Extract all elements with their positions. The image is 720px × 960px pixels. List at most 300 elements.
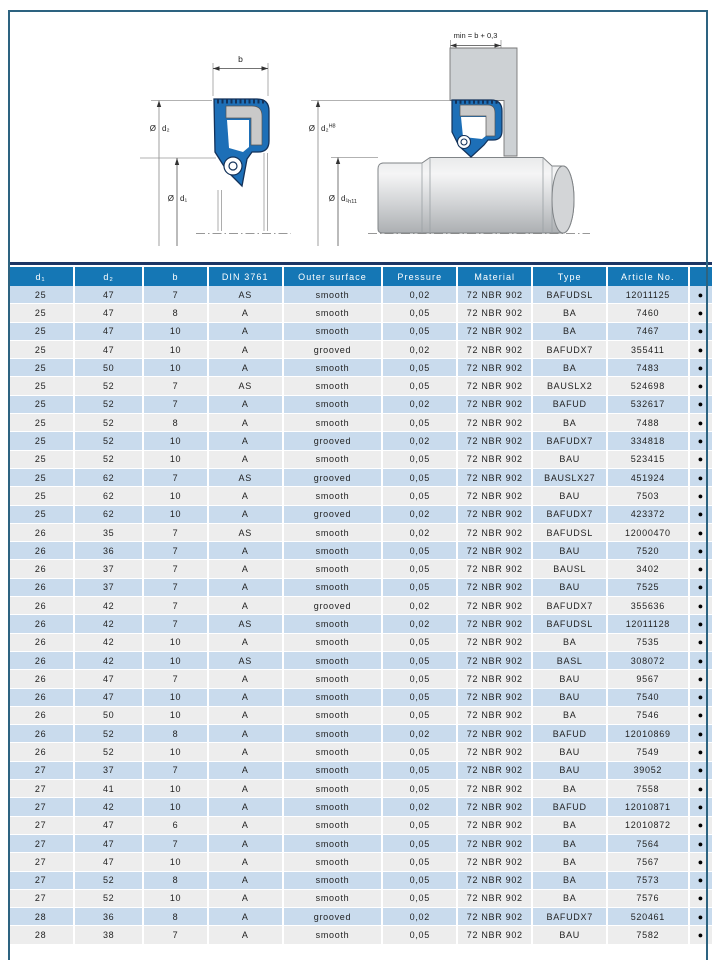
cell-d1: 26: [8, 523, 74, 541]
cell-d1: 26: [8, 725, 74, 743]
cell-d2: 41: [74, 780, 143, 798]
table-header-row: [8, 267, 712, 286]
cell-material: 72 NBR 902: [457, 505, 532, 523]
cell-material: 72 NBR 902: [457, 633, 532, 651]
cell-outer-surface: smooth: [283, 743, 383, 761]
cell-outer-surface: smooth: [283, 615, 383, 633]
cell-b: 7: [143, 560, 208, 578]
cell-material: 72 NBR 902: [457, 670, 532, 688]
cell-din-3761: A: [208, 688, 283, 706]
cell-outer-surface: smooth: [283, 487, 383, 505]
cell-b: 7: [143, 597, 208, 615]
cell-type: BAFUDSL: [532, 286, 607, 304]
table-row: [8, 834, 712, 852]
cell-din-3761: A: [208, 816, 283, 834]
table-row: [8, 322, 712, 340]
cell-d1: 27: [8, 798, 74, 816]
cell-article-no: 520461: [607, 908, 689, 926]
cell-pressure: 0,05: [382, 322, 457, 340]
arrowhead-icon: [175, 158, 179, 165]
cell-outer-surface: smooth: [283, 670, 383, 688]
cell-d1: 25: [8, 359, 74, 377]
cell-d1: 28: [8, 926, 74, 944]
cell-pressure: 0,05: [382, 450, 457, 468]
table-row: [8, 725, 712, 743]
cell-b: 10: [143, 450, 208, 468]
cell-outer-surface: smooth: [283, 725, 383, 743]
cell-material: 72 NBR 902: [457, 414, 532, 432]
cell-type: BAFUD: [532, 725, 607, 743]
cell-type: BAFUD: [532, 798, 607, 816]
cell-type: BAU: [532, 487, 607, 505]
availability-dot: ●: [689, 395, 712, 413]
cell-din-3761: A: [208, 414, 283, 432]
cell-outer-surface: smooth: [283, 560, 383, 578]
cell-outer-surface: smooth: [283, 816, 383, 834]
cell-material: 72 NBR 902: [457, 322, 532, 340]
table-row: [8, 670, 712, 688]
cell-article-no: 7549: [607, 743, 689, 761]
column-header-pressure: Pressure: [382, 267, 457, 286]
cell-pressure: 0,05: [382, 780, 457, 798]
column-header-article-no: Article No.: [607, 267, 689, 286]
cell-type: BA: [532, 414, 607, 432]
cell-d2: 37: [74, 761, 143, 779]
cell-pressure: 0,02: [382, 615, 457, 633]
cell-pressure: 0,05: [382, 853, 457, 871]
availability-dot: ●: [689, 597, 712, 615]
cell-d1: 27: [8, 761, 74, 779]
cell-din-3761: A: [208, 889, 283, 907]
table-row: [8, 523, 712, 541]
cell-d2: 62: [74, 468, 143, 486]
cell-din-3761: A: [208, 340, 283, 358]
table-header: [8, 267, 712, 286]
cell-material: 72 NBR 902: [457, 871, 532, 889]
cell-b: 7: [143, 578, 208, 596]
cell-pressure: 0,05: [382, 651, 457, 669]
arrowhead-icon: [316, 101, 320, 108]
cell-article-no: 12000470: [607, 523, 689, 541]
cell-pressure: 0,05: [382, 468, 457, 486]
cell-pressure: 0,05: [382, 834, 457, 852]
cell-pressure: 0,05: [382, 706, 457, 724]
table-row: [8, 286, 712, 304]
cell-article-no: 9567: [607, 670, 689, 688]
cell-type: BA: [532, 359, 607, 377]
cell-pressure: 0,05: [382, 816, 457, 834]
cell-outer-surface: smooth: [283, 359, 383, 377]
availability-dot: ●: [689, 834, 712, 852]
cell-b: 7: [143, 468, 208, 486]
cell-d1: 25: [8, 487, 74, 505]
cell-material: 72 NBR 902: [457, 487, 532, 505]
seal-installed-diagram: [309, 31, 590, 246]
cell-type: BA: [532, 706, 607, 724]
availability-dot: ●: [689, 468, 712, 486]
cell-pressure: 0,05: [382, 304, 457, 322]
availability-dot: ●: [689, 450, 712, 468]
cell-b: 10: [143, 798, 208, 816]
cell-pressure: 0,02: [382, 597, 457, 615]
cell-d2: 47: [74, 304, 143, 322]
cell-d2: 62: [74, 487, 143, 505]
cell-material: 72 NBR 902: [457, 651, 532, 669]
cell-outer-surface: smooth: [283, 688, 383, 706]
cell-b: 8: [143, 871, 208, 889]
specification-table-section: [8, 262, 712, 945]
table-top-bar: [8, 262, 712, 265]
cell-article-no: 3402: [607, 560, 689, 578]
availability-dot: ●: [689, 908, 712, 926]
cell-din-3761: A: [208, 505, 283, 523]
cell-din-3761: A: [208, 706, 283, 724]
availability-dot: ●: [689, 542, 712, 560]
cell-type: BAFUDX7: [532, 432, 607, 450]
cell-outer-surface: smooth: [283, 578, 383, 596]
cell-outer-surface: smooth: [283, 761, 383, 779]
cell-b: 7: [143, 377, 208, 395]
cell-type: BAU: [532, 578, 607, 596]
table-row: [8, 688, 712, 706]
cell-d2: 42: [74, 615, 143, 633]
cell-outer-surface: grooved: [283, 505, 383, 523]
table-row: [8, 414, 712, 432]
cell-pressure: 0,05: [382, 743, 457, 761]
cell-b: 10: [143, 505, 208, 523]
availability-dot: ●: [689, 487, 712, 505]
cell-b: 10: [143, 743, 208, 761]
cell-outer-surface: smooth: [283, 871, 383, 889]
cell-material: 72 NBR 902: [457, 450, 532, 468]
cell-b: 10: [143, 853, 208, 871]
cell-din-3761: A: [208, 560, 283, 578]
cell-b: 6: [143, 816, 208, 834]
cell-d1: 26: [8, 542, 74, 560]
cell-outer-surface: smooth: [283, 853, 383, 871]
cell-din-3761: A: [208, 834, 283, 852]
cell-d1: 25: [8, 322, 74, 340]
cell-d1: 26: [8, 688, 74, 706]
cell-din-3761: AS: [208, 468, 283, 486]
technical-drawing: [0, 0, 720, 260]
table-row: [8, 908, 712, 926]
cell-material: 72 NBR 902: [457, 615, 532, 633]
cell-outer-surface: smooth: [283, 542, 383, 560]
table-row: [8, 761, 712, 779]
cell-article-no: 7535: [607, 633, 689, 651]
cell-pressure: 0,02: [382, 523, 457, 541]
table-row: [8, 578, 712, 596]
cell-d1: 27: [8, 780, 74, 798]
cell-d1: 26: [8, 560, 74, 578]
cell-d2: 47: [74, 670, 143, 688]
cell-pressure: 0,05: [382, 578, 457, 596]
cell-material: 72 NBR 902: [457, 725, 532, 743]
cell-din-3761: A: [208, 670, 283, 688]
cell-article-no: 7567: [607, 853, 689, 871]
cell-din-3761: A: [208, 871, 283, 889]
cell-type: BAU: [532, 743, 607, 761]
cell-b: 10: [143, 432, 208, 450]
column-header-material: Material: [457, 267, 532, 286]
cell-pressure: 0,05: [382, 487, 457, 505]
cell-material: 72 NBR 902: [457, 834, 532, 852]
cell-b: 10: [143, 780, 208, 798]
column-header-d1: d₁: [8, 267, 74, 286]
cell-material: 72 NBR 902: [457, 542, 532, 560]
cell-d1: 25: [8, 505, 74, 523]
cell-din-3761: AS: [208, 651, 283, 669]
cell-type: BA: [532, 780, 607, 798]
availability-dot: ●: [689, 816, 712, 834]
cell-article-no: 7483: [607, 359, 689, 377]
cell-d2: 47: [74, 816, 143, 834]
cell-din-3761: A: [208, 926, 283, 944]
availability-dot: ●: [689, 432, 712, 450]
cell-outer-surface: smooth: [283, 414, 383, 432]
cell-pressure: 0,05: [382, 670, 457, 688]
cell-pressure: 0,05: [382, 542, 457, 560]
cell-din-3761: AS: [208, 523, 283, 541]
cell-type: BAU: [532, 688, 607, 706]
cell-d2: 52: [74, 377, 143, 395]
label-min-width: min = b + 0,3: [453, 31, 498, 40]
cell-d2: 52: [74, 395, 143, 413]
cell-article-no: 12011128: [607, 615, 689, 633]
cell-d2: 52: [74, 432, 143, 450]
availability-dot: ●: [689, 377, 712, 395]
cell-outer-surface: smooth: [283, 523, 383, 541]
cell-pressure: 0,05: [382, 688, 457, 706]
shaft: [378, 158, 574, 234]
cell-material: 72 NBR 902: [457, 816, 532, 834]
cell-b: 10: [143, 651, 208, 669]
cell-b: 8: [143, 908, 208, 926]
cell-type: BA: [532, 834, 607, 852]
cell-material: 72 NBR 902: [457, 889, 532, 907]
cell-b: 8: [143, 414, 208, 432]
cell-outer-surface: smooth: [283, 450, 383, 468]
cell-d1: 25: [8, 432, 74, 450]
cell-d1: 26: [8, 706, 74, 724]
availability-dot: ●: [689, 578, 712, 596]
cell-d2: 62: [74, 505, 143, 523]
column-header-availability: [689, 267, 712, 286]
cell-d2: 47: [74, 853, 143, 871]
cell-b: 7: [143, 615, 208, 633]
table-row: [8, 468, 712, 486]
cell-d1: 26: [8, 743, 74, 761]
cell-pressure: 0,05: [382, 761, 457, 779]
availability-dot: ●: [689, 706, 712, 724]
cell-din-3761: AS: [208, 377, 283, 395]
cell-din-3761: A: [208, 761, 283, 779]
cell-material: 72 NBR 902: [457, 926, 532, 944]
cell-type: BAUSL: [532, 560, 607, 578]
cell-din-3761: A: [208, 908, 283, 926]
cell-type: BA: [532, 322, 607, 340]
cell-article-no: 524698: [607, 377, 689, 395]
cell-material: 72 NBR 902: [457, 743, 532, 761]
cell-d1: 26: [8, 615, 74, 633]
cell-b: 7: [143, 926, 208, 944]
cell-pressure: 0,02: [382, 798, 457, 816]
cell-d1: 26: [8, 597, 74, 615]
cell-pressure: 0,02: [382, 286, 457, 304]
table-row: [8, 926, 712, 944]
cell-d1: 25: [8, 395, 74, 413]
cell-pressure: 0,05: [382, 414, 457, 432]
availability-dot: ●: [689, 798, 712, 816]
label-diameter: Ø: [308, 124, 315, 133]
cell-article-no: 7582: [607, 926, 689, 944]
availability-dot: ●: [689, 340, 712, 358]
table-row: [8, 395, 712, 413]
cell-d1: 26: [8, 670, 74, 688]
availability-dot: ●: [689, 359, 712, 377]
cell-b: 7: [143, 286, 208, 304]
availability-dot: ●: [689, 761, 712, 779]
cell-material: 72 NBR 902: [457, 359, 532, 377]
cell-article-no: 355411: [607, 340, 689, 358]
availability-dot: ●: [689, 889, 712, 907]
cell-pressure: 0,05: [382, 560, 457, 578]
cell-d1: 27: [8, 816, 74, 834]
cell-pressure: 0,05: [382, 633, 457, 651]
cell-article-no: 7503: [607, 487, 689, 505]
cell-din-3761: A: [208, 542, 283, 560]
label-diameter: Ø: [328, 194, 335, 203]
cell-outer-surface: smooth: [283, 286, 383, 304]
cell-type: BAU: [532, 670, 607, 688]
cell-pressure: 0,02: [382, 725, 457, 743]
cell-type: BAUSLX2: [532, 377, 607, 395]
cell-d1: 25: [8, 286, 74, 304]
cell-pressure: 0,02: [382, 432, 457, 450]
cell-din-3761: A: [208, 432, 283, 450]
cell-b: 7: [143, 523, 208, 541]
availability-dot: ●: [689, 414, 712, 432]
table-row: [8, 706, 712, 724]
table-row: [8, 377, 712, 395]
cell-d2: 50: [74, 359, 143, 377]
cell-pressure: 0,02: [382, 505, 457, 523]
cell-pressure: 0,02: [382, 908, 457, 926]
label-diameter: Ø: [149, 124, 156, 133]
column-header-b: b: [143, 267, 208, 286]
cell-d1: 25: [8, 377, 74, 395]
cell-d1: 27: [8, 889, 74, 907]
cell-d2: 42: [74, 651, 143, 669]
arrowhead-icon: [157, 101, 161, 108]
dimension-b: [213, 54, 268, 71]
cell-pressure: 0,02: [382, 340, 457, 358]
cell-outer-surface: smooth: [283, 322, 383, 340]
cell-d2: 42: [74, 633, 143, 651]
cell-article-no: 7564: [607, 834, 689, 852]
cell-article-no: 39052: [607, 761, 689, 779]
cell-type: BAFUDX7: [532, 597, 607, 615]
table-row: [8, 871, 712, 889]
cell-outer-surface: smooth: [283, 395, 383, 413]
cell-outer-surface: smooth: [283, 377, 383, 395]
cell-outer-surface: smooth: [283, 889, 383, 907]
cell-outer-surface: grooved: [283, 908, 383, 926]
cell-b: 7: [143, 395, 208, 413]
availability-dot: ●: [689, 615, 712, 633]
cell-outer-surface: smooth: [283, 651, 383, 669]
cell-pressure: 0,05: [382, 889, 457, 907]
cell-b: 10: [143, 706, 208, 724]
cell-article-no: 12011125: [607, 286, 689, 304]
table-row: [8, 542, 712, 560]
cell-din-3761: AS: [208, 615, 283, 633]
availability-dot: ●: [689, 286, 712, 304]
cell-type: BA: [532, 304, 607, 322]
cell-d1: 25: [8, 468, 74, 486]
cell-type: BAFUD: [532, 395, 607, 413]
cell-article-no: 12010871: [607, 798, 689, 816]
label-b: b: [238, 54, 243, 64]
seal-diagram-svg: [0, 0, 720, 260]
cell-d2: 42: [74, 597, 143, 615]
cell-outer-surface: smooth: [283, 304, 383, 322]
column-header-type: Type: [532, 267, 607, 286]
cell-type: BA: [532, 871, 607, 889]
table-row: [8, 743, 712, 761]
garter-spring-icon: [229, 162, 237, 170]
availability-dot: ●: [689, 725, 712, 743]
cell-article-no: 423372: [607, 505, 689, 523]
label-d1-h11: $d_1_{h11}$: [341, 194, 357, 205]
cell-material: 72 NBR 902: [457, 560, 532, 578]
cell-d2: 52: [74, 450, 143, 468]
cell-din-3761: A: [208, 597, 283, 615]
cell-material: 72 NBR 902: [457, 798, 532, 816]
cell-d2: 36: [74, 542, 143, 560]
column-header-outer-surface: Outer surface: [283, 267, 383, 286]
availability-dot: ●: [689, 505, 712, 523]
cell-type: BA: [532, 853, 607, 871]
cell-material: 72 NBR 902: [457, 468, 532, 486]
availability-dot: ●: [689, 304, 712, 322]
cell-b: 10: [143, 688, 208, 706]
cell-article-no: 7520: [607, 542, 689, 560]
cell-din-3761: A: [208, 304, 283, 322]
cell-pressure: 0,02: [382, 395, 457, 413]
cell-d2: 37: [74, 560, 143, 578]
cell-material: 72 NBR 902: [457, 597, 532, 615]
spec-table: [8, 267, 712, 945]
cell-b: 10: [143, 322, 208, 340]
arrowhead-icon: [262, 66, 269, 70]
cell-type: BAFUDSL: [532, 523, 607, 541]
cell-outer-surface: smooth: [283, 798, 383, 816]
cell-b: 10: [143, 487, 208, 505]
cell-type: BASL: [532, 651, 607, 669]
cell-pressure: 0,05: [382, 377, 457, 395]
cell-material: 72 NBR 902: [457, 908, 532, 926]
availability-dot: ●: [689, 926, 712, 944]
cell-din-3761: A: [208, 578, 283, 596]
cell-material: 72 NBR 902: [457, 286, 532, 304]
cell-b: 10: [143, 340, 208, 358]
arrowhead-icon: [451, 43, 457, 47]
cell-din-3761: A: [208, 395, 283, 413]
cell-din-3761: A: [208, 743, 283, 761]
cell-material: 72 NBR 902: [457, 761, 532, 779]
